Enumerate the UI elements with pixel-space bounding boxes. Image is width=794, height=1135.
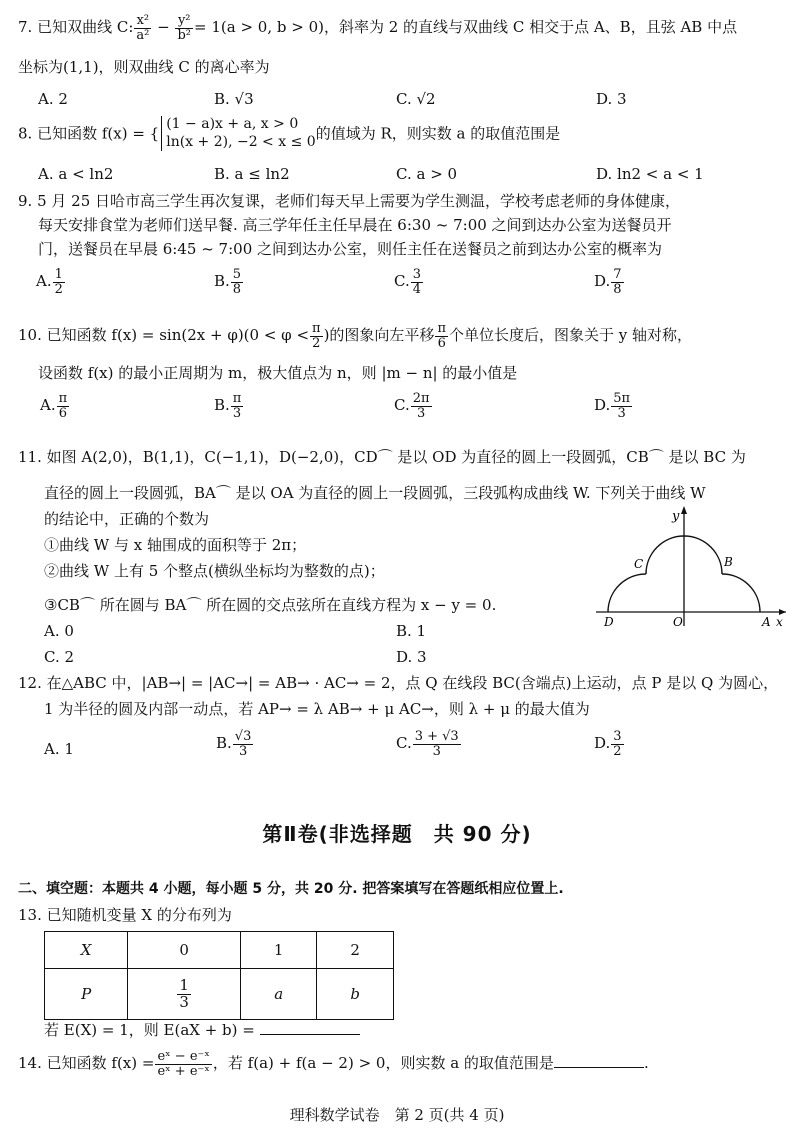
q11-option-a: A. 0 xyxy=(44,622,74,640)
label-d: D xyxy=(604,615,614,629)
q9-line1: 9. 5 月 25 日哈市高三学生再次复课，老师们每天早上需要为学生测温，学校考虑老师的身体健康， xyxy=(18,192,681,210)
table-cell: X xyxy=(45,932,128,969)
arc-ba xyxy=(722,574,760,612)
q9-option-c: C. $\frac{3}{4}$ xyxy=(394,267,421,297)
q7-text: 7. 已知双曲线 C: xyxy=(18,18,134,37)
q11-option-b: B. 1 xyxy=(396,622,427,640)
q11-line2: 直径的圆上一段圆弧，BA⌒ 是以 OA 为直径的圆上一段圆弧，三段弧构成曲线 W. 下列关于曲线 W xyxy=(44,484,706,502)
q11-line3: 的结论中，正确的个数为 xyxy=(44,510,210,528)
q7-option-c: C. √2 xyxy=(396,90,436,108)
section-2-title: 第Ⅱ卷(非选择题 共 90 分) xyxy=(262,822,532,846)
q7-line2: 坐标为(1,1)，则双曲线 C 的离心率为 xyxy=(18,58,270,76)
page-footer: 理科数学试卷 第 2 页(共 4 页) xyxy=(289,1106,505,1124)
q8-option-b: B. a ≤ ln2 xyxy=(214,165,290,183)
q11-option-c: C. 2 xyxy=(44,648,75,666)
label-y: y xyxy=(672,509,680,524)
q11-statement-2: ②曲线 W 上有 5 个整点(横纵坐标均为整数的点)； xyxy=(44,562,385,580)
q10-option-b: B. $\frac{\pi}{3}$ xyxy=(214,391,242,421)
table-cell: b xyxy=(317,969,394,1020)
arc-dc xyxy=(608,574,646,612)
q9-option-b: B. $\frac{5}{8}$ xyxy=(214,267,242,297)
q10-option-a: A. $\frac{\pi}{6}$ xyxy=(40,391,68,421)
q7-text-2: = 1(a > 0, b > 0)，斜率为 2 的直线与双曲线 C 相交于点 A、B，且弦 AB 中点 xyxy=(194,18,738,37)
q10-option-d: D. $\frac{5\pi}{3}$ xyxy=(594,391,631,421)
q7-option-b: B. √3 xyxy=(214,90,254,108)
question-10: 10. 已知函数 f(x) = sin(2x + φ)(0 < φ < $\frac{\pi}{2}$ )的图象向左平移 $\frac{\pi}{6}$ 个单位长度后，图象关于 y 轴对称， xyxy=(18,321,692,351)
q8-piecewise: (1 − a)x + a, x > 0 ln(x + 2), −2 < x ≤ 0 xyxy=(161,116,315,151)
q11-option-d: D. 3 xyxy=(396,648,427,666)
table-cell: P xyxy=(45,969,128,1020)
q9-line3: 门，送餐员在早晨 6:45 ~ 7:00 之间到达办公室，则任主任在送餐员之前到达办公室的概率为 xyxy=(38,240,663,258)
question-7: 7. 已知双曲线 C: $\frac{\text{x²}}{\text{a²}}$ − $\frac{\text{y²}}{\text{b²}}$ = 1(a > 0, b > 0)，斜率为 2 的直线与双曲线 C 相交于点 A、B，且弦 AB 中点 xyxy=(18,13,738,43)
label-b: B xyxy=(724,555,733,569)
table-cell: a xyxy=(241,969,317,1020)
label-c: C xyxy=(634,557,644,571)
q12-option-b: B. $\frac{√3}{3}$ xyxy=(216,729,252,759)
q8-option-a: A. a < ln2 xyxy=(38,165,114,183)
q11-statement-1: ①曲线 W 与 x 轴围成的面积等于 2π； xyxy=(44,536,307,554)
table-cell: 2 xyxy=(317,932,394,969)
q7-option-d: D. 3 xyxy=(596,90,627,108)
q9-option-d: D. $\frac{7}{8}$ xyxy=(594,267,622,297)
q12-option-a: A. 1 xyxy=(44,740,74,758)
q7-option-a: A. 2 xyxy=(38,90,68,108)
q9-line2: 每天安排食堂为老师们送早餐. 高三学年任主任早晨在 6:30 ~ 7:00 之间到达办公室为送餐员开 xyxy=(38,216,672,234)
q11-line1: 11. 如图 A(2,0)，B(1,1)，C(−1,1)，D(−2,0)，CD⌒ 是以 OD 为直径的圆上一段圆弧，CB⌒ 是以 BC 为 xyxy=(18,448,746,466)
q10-option-c: C. $\frac{2\pi}{3}$ xyxy=(394,391,430,421)
q7-frac-a: $\frac{\text{x²}}{\text{a²}}$ xyxy=(136,13,150,43)
label-o: O xyxy=(673,615,683,629)
q11-statement-3: ③CB⌒ 所在圆与 BA⌒ 所在圆的交点弦所在直线方程为 x − y = 0. xyxy=(44,596,497,614)
table-cell: $\frac{1}{3}$ xyxy=(128,969,241,1020)
q7-frac-b: $\frac{\text{y²}}{\text{b²}}$ xyxy=(177,13,192,43)
q9-option-a: A. $\frac{1}{2}$ xyxy=(36,267,63,297)
label-a: A xyxy=(762,615,771,629)
label-x: x xyxy=(776,615,783,629)
distribution-table xyxy=(44,931,394,1020)
table-cell: 0 xyxy=(128,932,241,969)
q8-option-c: C. a > 0 xyxy=(396,165,458,183)
table-cell: 1 xyxy=(241,932,317,969)
question-8: 8. 已知函数 f(x) = { (1 − a)x + a, x > 0 ln(x + 2), −2 < x ≤ 0 的值域为 R，则实数 a 的取值范围是 xyxy=(18,116,561,150)
q12-option-d: D. $\frac{3}{2}$ xyxy=(594,729,622,759)
q13-condition: 若 E(X) = 1，则 E(aX + b) = xyxy=(44,1020,360,1039)
q12-line1: 12. 在△ABC 中，|AB→| = |AC→| = AB→ · AC→ = 2，点 Q 在线段 BC(含端点)上运动，点 P 是以 Q 为圆心， xyxy=(18,674,779,692)
q14-answer-blank xyxy=(554,1053,644,1068)
q11-curve-figure xyxy=(590,502,790,630)
q10-line2: 设函数 f(x) 的最小正周期为 m，极大值点为 n，则 |m − n| 的最小值是 xyxy=(38,364,518,382)
q12-option-c: C. $\frac{3 + √3}{3}$ xyxy=(396,729,459,759)
question-14: 14. 已知函数 f(x) = $\frac{\text{eˣ − e⁻ˣ}}{\text{eˣ + e⁻ˣ}}$ ，若 f(a) + f(a − 2) > 0，则实数 a 的取值范围是 . xyxy=(18,1049,649,1079)
q13-answer-blank xyxy=(260,1020,360,1035)
q8-option-d: D. ln2 < a < 1 xyxy=(596,165,704,183)
y-axis-arrow xyxy=(681,506,687,514)
q12-line2: 1 为半径的圆及内部一动点，若 AP→ = λ AB→ + μ AC→，则 λ + μ 的最大值为 xyxy=(44,700,590,718)
q13-line1: 13. 已知随机变量 X 的分布列为 xyxy=(18,906,232,924)
fill-in-instructions: 二、填空题：本题共 4 小题，每小题 5 分，共 20 分. 把答案填写在答题纸相应位置上. xyxy=(18,881,564,897)
